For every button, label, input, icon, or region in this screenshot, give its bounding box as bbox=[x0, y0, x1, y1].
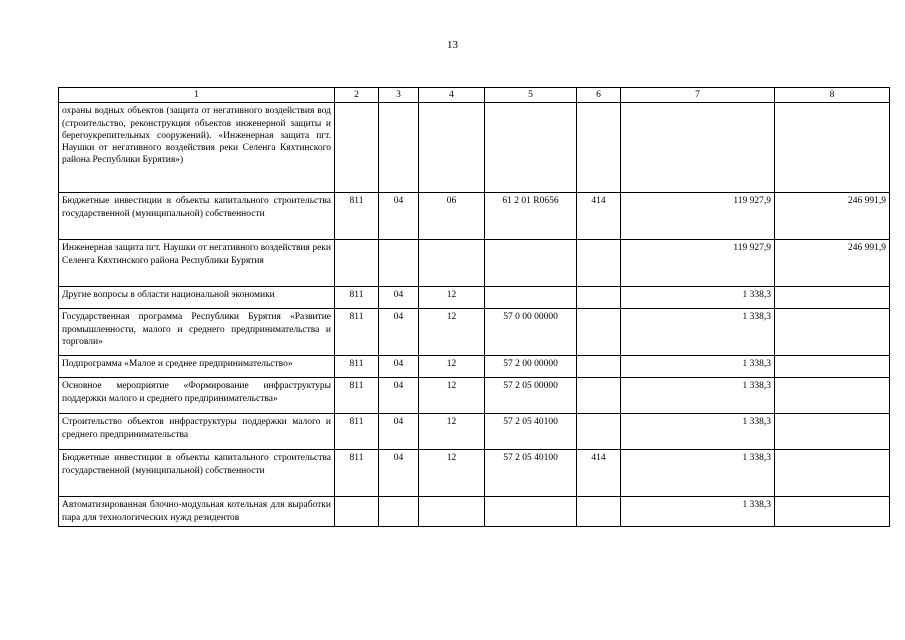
cell-section bbox=[379, 497, 419, 527]
cell-amount-1: 1 338,3 bbox=[621, 414, 775, 450]
table-row bbox=[59, 414, 890, 450]
cell-expense-type bbox=[577, 240, 621, 287]
cell-section: 04 bbox=[379, 287, 419, 309]
cell-target-article: 57 2 05 00000 bbox=[485, 378, 577, 414]
cell-amount-2 bbox=[775, 103, 890, 193]
cell-section: 04 bbox=[379, 309, 419, 356]
table-row bbox=[59, 240, 890, 287]
cell-expense-type bbox=[577, 103, 621, 193]
cell-admin-code bbox=[335, 240, 379, 287]
row-name: Бюджетные инвестиции в объекты капитального строительства государственной (муниципальной) собственности bbox=[59, 450, 335, 497]
table-row bbox=[59, 356, 890, 378]
cell-section bbox=[379, 240, 419, 287]
cell-target-article: 57 0 00 00000 bbox=[485, 309, 577, 356]
cell-amount-1: 1 338,3 bbox=[621, 309, 775, 356]
column-header: 8 bbox=[775, 88, 890, 103]
cell-subsection: 12 bbox=[419, 309, 485, 356]
row-name: Инженерная защита пгт. Наушки от негативного воздействия реки Селенга Кяхтинского района Республики Бурятия bbox=[59, 240, 335, 287]
cell-target-article: 61 2 01 R0656 bbox=[485, 193, 577, 240]
table-row bbox=[59, 378, 890, 414]
cell-amount-2 bbox=[775, 497, 890, 527]
cell-section: 04 bbox=[379, 193, 419, 240]
cell-amount-2 bbox=[775, 309, 890, 356]
row-name: Государственная программа Республики Бурятия «Развитие промышленности, малого и среднего предпринимательства и торговли» bbox=[59, 309, 335, 356]
cell-amount-2 bbox=[775, 414, 890, 450]
row-name: охраны водных объектов (защита от негативного воздействия вод (строительство, реконструкция объектов инженерной защиты и берегоукрепительных сооружений). «Инженерная защита пгт. Наушки от негативного воздействия реки Селенга Кяхтинского района Республики Бурятия») bbox=[59, 103, 335, 193]
cell-expense-type bbox=[577, 287, 621, 309]
cell-amount-1: 1 338,3 bbox=[621, 378, 775, 414]
cell-section: 04 bbox=[379, 450, 419, 497]
column-header: 7 bbox=[621, 88, 775, 103]
cell-subsection: 12 bbox=[419, 356, 485, 378]
cell-amount-2 bbox=[775, 287, 890, 309]
row-name: Другие вопросы в области национальной экономики bbox=[59, 287, 335, 309]
column-header: 4 bbox=[419, 88, 485, 103]
cell-target-article bbox=[485, 103, 577, 193]
row-name: Строительство объектов инфраструктуры поддержки малого и среднего предпринимательства bbox=[59, 414, 335, 450]
table-row bbox=[59, 287, 890, 309]
cell-amount-2 bbox=[775, 450, 890, 497]
cell-expense-type: 414 bbox=[577, 193, 621, 240]
table-row bbox=[59, 309, 890, 356]
cell-amount-1 bbox=[621, 103, 775, 193]
cell-subsection bbox=[419, 240, 485, 287]
page-number: 13 bbox=[447, 39, 458, 51]
column-header: 6 bbox=[577, 88, 621, 103]
cell-target-article: 57 2 00 00000 bbox=[485, 356, 577, 378]
row-name: Автоматизированная блочно-модульная котельная для выработки пара для технологических нужд резидентов bbox=[59, 497, 335, 527]
cell-amount-2: 246 991,9 bbox=[775, 193, 890, 240]
cell-subsection bbox=[419, 103, 485, 193]
cell-expense-type bbox=[577, 497, 621, 527]
cell-section: 04 bbox=[379, 414, 419, 450]
cell-target-article bbox=[485, 497, 577, 527]
budget-table bbox=[58, 87, 890, 527]
cell-admin-code: 811 bbox=[335, 450, 379, 497]
cell-amount-2: 246 991,9 bbox=[775, 240, 890, 287]
cell-admin-code: 811 bbox=[335, 414, 379, 450]
cell-section bbox=[379, 103, 419, 193]
cell-target-article: 57 2 05 40100 bbox=[485, 414, 577, 450]
column-header: 2 bbox=[335, 88, 379, 103]
cell-admin-code: 811 bbox=[335, 287, 379, 309]
table-row bbox=[59, 193, 890, 240]
cell-amount-1: 119 927,9 bbox=[621, 240, 775, 287]
cell-target-article bbox=[485, 287, 577, 309]
cell-section: 04 bbox=[379, 378, 419, 414]
column-header: 5 bbox=[485, 88, 577, 103]
cell-amount-1: 119 927,9 bbox=[621, 193, 775, 240]
cell-expense-type: 414 bbox=[577, 450, 621, 497]
cell-expense-type bbox=[577, 356, 621, 378]
cell-section: 04 bbox=[379, 356, 419, 378]
cell-admin-code: 811 bbox=[335, 356, 379, 378]
cell-amount-2 bbox=[775, 356, 890, 378]
cell-subsection: 12 bbox=[419, 414, 485, 450]
cell-subsection: 06 bbox=[419, 193, 485, 240]
column-header: 3 bbox=[379, 88, 419, 103]
cell-target-article bbox=[485, 240, 577, 287]
cell-amount-1: 1 338,3 bbox=[621, 497, 775, 527]
cell-admin-code: 811 bbox=[335, 193, 379, 240]
cell-admin-code bbox=[335, 103, 379, 193]
row-name: Подпрограмма «Малое и среднее предпринимательство» bbox=[59, 356, 335, 378]
cell-admin-code: 811 bbox=[335, 309, 379, 356]
cell-expense-type bbox=[577, 414, 621, 450]
cell-amount-2 bbox=[775, 378, 890, 414]
table-row bbox=[59, 497, 890, 527]
row-name: Основное мероприятие «Формирование инфраструктуры поддержки малого и среднего предпринимательства» bbox=[59, 378, 335, 414]
table-row bbox=[59, 450, 890, 497]
cell-subsection: 12 bbox=[419, 287, 485, 309]
cell-amount-1: 1 338,3 bbox=[621, 356, 775, 378]
row-name: Бюджетные инвестиции в объекты капитального строительства государственной (муниципальной) собственности bbox=[59, 193, 335, 240]
cell-subsection bbox=[419, 497, 485, 527]
table-row bbox=[59, 103, 890, 193]
cell-subsection: 12 bbox=[419, 378, 485, 414]
cell-expense-type bbox=[577, 378, 621, 414]
cell-admin-code: 811 bbox=[335, 378, 379, 414]
table-header-row bbox=[59, 88, 890, 103]
cell-subsection: 12 bbox=[419, 450, 485, 497]
cell-amount-1: 1 338,3 bbox=[621, 287, 775, 309]
cell-target-article: 57 2 05 40100 bbox=[485, 450, 577, 497]
cell-expense-type bbox=[577, 309, 621, 356]
cell-admin-code bbox=[335, 497, 379, 527]
column-header: 1 bbox=[59, 88, 335, 103]
cell-amount-1: 1 338,3 bbox=[621, 450, 775, 497]
